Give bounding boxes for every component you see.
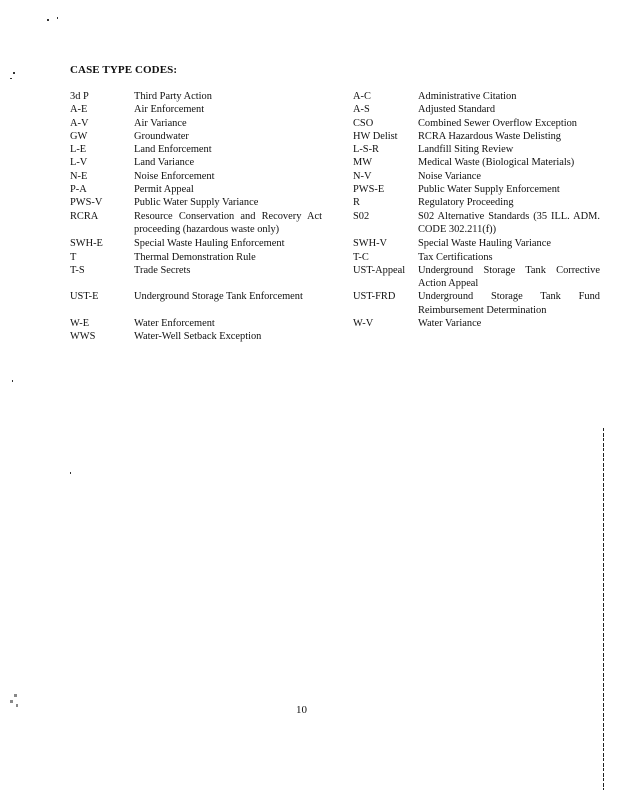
- left-description: Land Enforcement: [134, 144, 212, 156]
- code-row: [70, 117, 600, 130]
- right-code: N-V: [353, 170, 372, 182]
- right-code: S02: [353, 210, 370, 222]
- left-code: RCRA: [70, 210, 99, 222]
- code-row: [70, 103, 600, 116]
- right-code: A-C: [353, 91, 371, 102]
- scan-edge-line: [603, 428, 604, 790]
- scan-speck: [10, 78, 12, 79]
- code-row: [70, 156, 600, 169]
- left-description: Water Enforcement: [134, 318, 215, 330]
- right-code: UST-FRD: [353, 291, 396, 303]
- right-description: Landfill Siting Review: [418, 144, 514, 156]
- scan-speck: [14, 694, 17, 697]
- right-code: A-S: [353, 104, 370, 116]
- left-description: Noise Enforcement: [134, 170, 215, 182]
- scan-speck: [13, 72, 15, 74]
- left-description: Underground Storage Tank Enforcement: [134, 291, 303, 303]
- code-row: [70, 330, 600, 343]
- left-description: Land Variance: [134, 157, 195, 169]
- scan-speck: [47, 19, 49, 21]
- left-code: L-V: [70, 157, 88, 169]
- left-code: SWH-E: [70, 238, 103, 250]
- right-description: Adjusted Standard: [418, 104, 496, 116]
- right-code: CSO: [353, 117, 374, 129]
- left-description: Resource Conservation and Recovery Act proceeding (hazardous waste only): [134, 210, 322, 235]
- left-code: 3d P: [70, 91, 89, 102]
- right-code: PWS-E: [353, 184, 385, 196]
- case-type-code-list: [70, 90, 600, 344]
- code-row: [70, 210, 600, 237]
- scan-speck: [12, 380, 13, 382]
- left-code: T: [70, 251, 77, 263]
- left-code: A-V: [70, 117, 89, 129]
- section-title: CASE TYPE CODES:: [70, 64, 178, 76]
- left-description: Trade Secrets: [134, 264, 191, 276]
- code-row: [70, 90, 600, 103]
- left-code: WWS: [70, 331, 96, 343]
- right-description: Underground Storage Tank Corrective Action Appeal: [418, 264, 600, 290]
- right-description: Regulatory Proceeding: [418, 197, 514, 209]
- right-description: Combined Sewer Overflow Exception: [418, 117, 577, 129]
- code-row: [70, 143, 600, 156]
- right-code: R: [353, 197, 360, 209]
- page-number: 10: [296, 704, 307, 716]
- right-description: Underground Storage Tank Fund Reimbursement Determination: [418, 291, 600, 316]
- right-code: T-C: [353, 251, 369, 263]
- code-row: [70, 183, 600, 196]
- code-row: [70, 196, 600, 209]
- left-code: T-S: [70, 264, 85, 276]
- left-description: Third Party Action: [134, 91, 212, 102]
- left-description: Thermal Demonstration Rule: [134, 251, 256, 263]
- right-description: Special Waste Hauling Variance: [418, 238, 551, 250]
- right-code: [353, 330, 418, 343]
- scan-speck: [57, 17, 58, 19]
- right-description: Noise Variance: [418, 170, 481, 182]
- right-description: Administrative Citation: [418, 91, 517, 102]
- right-description: Water Variance: [418, 318, 482, 330]
- left-description: Air Enforcement: [134, 104, 205, 116]
- left-code: W-E: [70, 318, 90, 330]
- right-description: [418, 330, 600, 343]
- left-code: A-E: [70, 104, 88, 116]
- right-code: SWH-V: [353, 238, 388, 250]
- right-description: Public Water Supply Enforcement: [418, 184, 560, 196]
- left-description: Special Waste Hauling Enforcement: [134, 238, 285, 250]
- code-row: [70, 130, 600, 143]
- left-code: PWS-V: [70, 197, 103, 209]
- scan-speck: [10, 700, 13, 703]
- code-row: [70, 237, 600, 250]
- left-code: GW: [70, 130, 88, 142]
- left-code: L-E: [70, 144, 87, 156]
- right-code: HW Delist: [353, 130, 398, 142]
- left-description: Groundwater: [134, 130, 189, 142]
- left-code: N-E: [70, 170, 88, 182]
- code-row: [70, 264, 600, 291]
- code-row: [70, 170, 600, 183]
- left-description: Permit Appeal: [134, 184, 194, 196]
- code-row: [70, 317, 600, 330]
- right-description: S02 Alternative Standards (35 ILL. ADM. CODE 302.211(f)): [418, 210, 600, 235]
- right-description: Medical Waste (Biological Materials): [418, 157, 575, 169]
- left-description: Air Variance: [134, 117, 187, 129]
- right-code: MW: [353, 157, 373, 169]
- code-row: [70, 251, 600, 264]
- left-description: Water-Well Setback Exception: [134, 331, 262, 343]
- code-row: [70, 290, 600, 317]
- left-description: Public Water Supply Variance: [134, 197, 259, 209]
- scan-speck: [70, 472, 71, 474]
- left-code: UST-E: [70, 291, 99, 303]
- right-description: RCRA Hazardous Waste Delisting: [418, 130, 561, 142]
- right-code: L-S-R: [353, 144, 379, 156]
- scan-speck: [16, 704, 18, 707]
- right-description: Tax Certifications: [418, 251, 493, 263]
- right-code: UST-Appeal: [353, 264, 406, 276]
- right-code: W-V: [353, 318, 374, 330]
- left-code: P-A: [70, 184, 87, 196]
